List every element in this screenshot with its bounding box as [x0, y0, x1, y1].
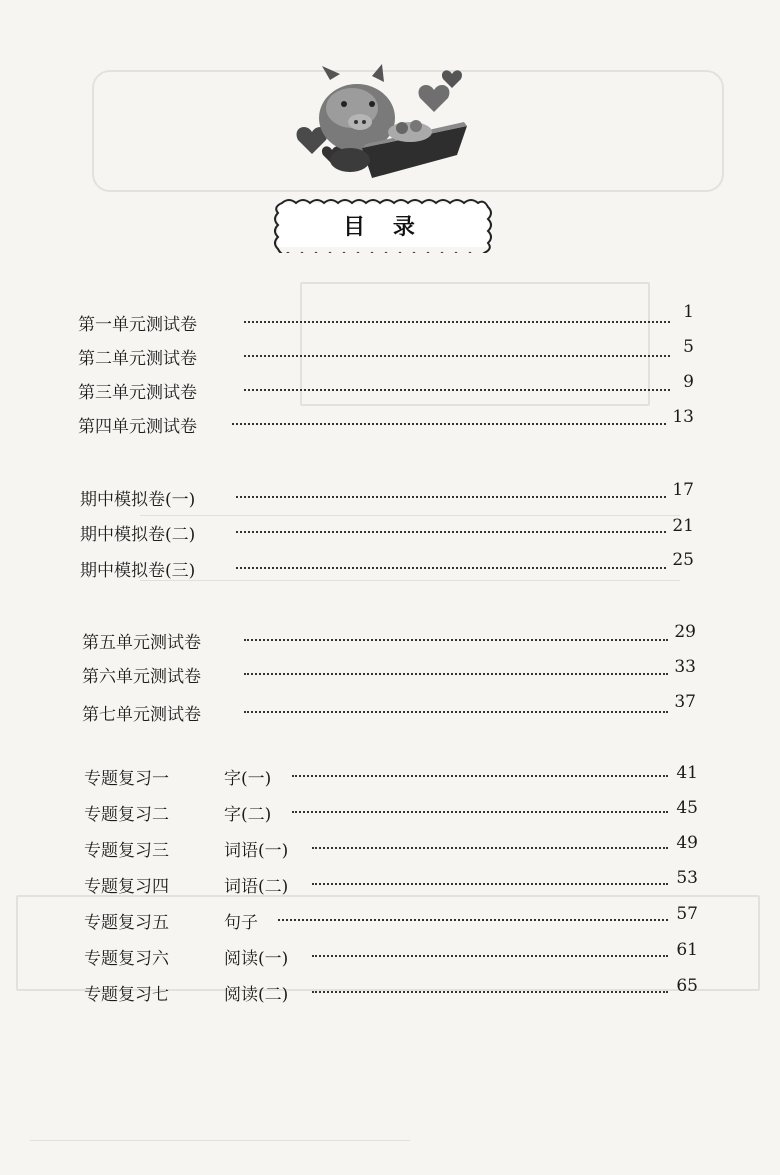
toc-entry-label: 期中模拟卷(三)	[80, 561, 196, 581]
toc-page-number: 41	[676, 763, 698, 783]
toc-dot-leader	[312, 955, 668, 957]
toc-entry	[84, 872, 169, 896]
toc-entry	[82, 700, 201, 724]
ghost-line	[30, 1140, 410, 1141]
toc-entry	[84, 764, 169, 788]
toc-entry	[78, 310, 197, 334]
toc-entry	[82, 662, 201, 686]
toc-entry-label: 专题复习二	[84, 805, 169, 825]
toc-entry-label: 专题复习五	[84, 913, 169, 933]
toc-page-number: 9	[683, 372, 694, 392]
toc-page-number: 17	[672, 480, 694, 500]
toc-entry-label: 第六单元测试卷	[82, 667, 201, 687]
toc-entry-subtitle: 词语(二)	[224, 877, 289, 897]
toc-entry-label: 第五单元测试卷	[82, 633, 201, 653]
toc-dot-leader	[244, 389, 670, 391]
toc-page-number: 5	[683, 337, 694, 357]
toc-dot-leader	[244, 355, 670, 357]
toc-page-number: 25	[672, 550, 694, 570]
toc-entry-subtitle: 字(二)	[224, 805, 272, 825]
toc-entry	[84, 836, 169, 860]
toc-entry-label: 第一单元测试卷	[78, 315, 197, 335]
toc-dot-leader	[236, 496, 666, 498]
toc-page-number: 29	[674, 622, 696, 642]
toc-entry	[80, 485, 195, 509]
mascot-illustration	[292, 60, 482, 190]
toc-entry-label: 期中模拟卷(一)	[80, 490, 196, 510]
page-title: 目 录	[343, 214, 425, 240]
toc-page-number: 37	[674, 692, 696, 712]
toc-entry-label: 第七单元测试卷	[82, 705, 201, 725]
toc-entry	[84, 980, 169, 1004]
toc-page-number: 65	[676, 976, 698, 996]
toc-entry-subtitle: 句子	[224, 913, 258, 933]
toc-page-number: 61	[676, 940, 698, 960]
toc-page-number: 33	[674, 657, 696, 677]
toc-entry	[80, 520, 195, 544]
toc-page-number: 53	[676, 868, 698, 888]
toc-page-number: 1	[683, 302, 694, 322]
toc-dot-leader	[244, 673, 668, 675]
toc-dot-leader	[244, 321, 670, 323]
toc-page-number: 49	[676, 833, 698, 853]
toc-entry-label: 专题复习三	[84, 841, 169, 861]
toc-dot-leader	[278, 919, 668, 921]
toc-entry	[84, 944, 169, 968]
toc-entry-label: 专题复习六	[84, 949, 169, 969]
ghost-score-box	[300, 282, 650, 406]
toc-entry-label: 第三单元测试卷	[78, 383, 197, 403]
toc-dot-leader	[232, 423, 666, 425]
ghost-line	[140, 580, 680, 581]
toc-entry	[84, 800, 169, 824]
toc-entry-subtitle: 阅读(二)	[224, 985, 289, 1005]
toc-dot-leader	[244, 639, 668, 641]
toc-dot-leader	[292, 775, 668, 777]
toc-entry	[78, 378, 197, 402]
toc-entry	[84, 908, 169, 932]
toc-entry	[80, 556, 195, 580]
toc-entry-label: 专题复习一	[84, 769, 169, 789]
toc-dot-leader	[292, 811, 668, 813]
toc-entry-label: 第四单元测试卷	[78, 417, 197, 437]
toc-dot-leader	[236, 531, 666, 533]
ghost-line	[140, 515, 680, 516]
toc-entry	[78, 344, 197, 368]
toc-entry-label: 第二单元测试卷	[78, 349, 197, 369]
toc-entry-subtitle: 词语(一)	[224, 841, 289, 861]
toc-dot-leader	[312, 991, 668, 993]
toc-dot-leader	[236, 567, 666, 569]
toc-page-number: 57	[676, 904, 698, 924]
toc-entry	[78, 412, 197, 436]
toc-entry-subtitle: 字(一)	[224, 769, 272, 789]
toc-entry-label: 专题复习四	[84, 877, 169, 897]
toc-dot-leader	[244, 711, 668, 713]
toc-entry-label: 期中模拟卷(二)	[80, 525, 196, 545]
toc-page-number: 13	[672, 407, 694, 427]
toc-page-number: 45	[676, 798, 698, 818]
toc-page-number: 21	[672, 516, 694, 536]
toc-entry-label: 专题复习七	[84, 985, 169, 1005]
toc-dot-leader	[312, 847, 668, 849]
pig-with-hearts-icon	[292, 60, 482, 190]
toc-dot-leader	[312, 883, 668, 885]
toc-entry-subtitle: 阅读(一)	[224, 949, 289, 969]
page-title-banner	[272, 197, 496, 253]
toc-entry	[82, 628, 201, 652]
